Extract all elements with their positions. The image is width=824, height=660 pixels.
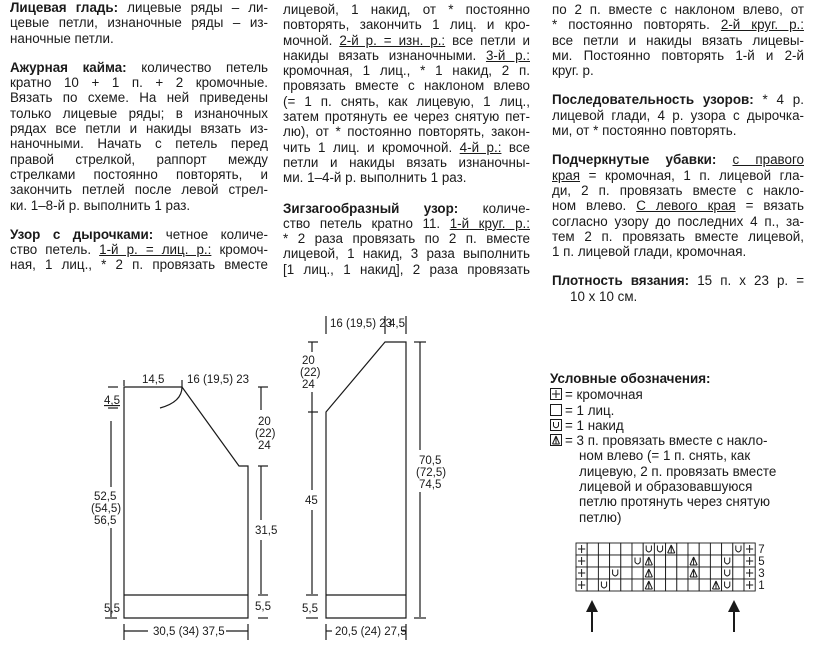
knit-cell	[632, 567, 643, 579]
yarn-over-icon	[550, 419, 562, 431]
k3tog-left-cell	[643, 579, 654, 591]
front-height-dim-3: 56,5	[94, 515, 117, 527]
front-side-dim: 31,5	[255, 525, 278, 537]
knit-cell	[666, 555, 677, 567]
sleeve-outline	[326, 342, 406, 618]
knit-cell	[632, 543, 643, 555]
front-schematic	[105, 380, 268, 640]
sleeve-top-b-dim: 4,5	[389, 318, 405, 330]
section-decreases: Подчеркнутые убавки: с правого края = кромочная, 1 п. лицевой гла- ди, 2 п. провязать вместе с накло- ном влево. С левого края = вязать согласно узору до последних 4 п., за- тем 2 п. провязать вместе лицевой, 1 п. лицевой глади, кромочная.	[552, 152, 804, 260]
yarn-over-cell	[643, 543, 654, 555]
knit-cell	[699, 543, 710, 555]
knit-cell	[654, 567, 665, 579]
edge-stitch-cell	[744, 555, 755, 567]
section-title: Ажурная кайма:	[10, 59, 127, 75]
knit-cell	[654, 579, 665, 591]
row-number-label: 3	[758, 568, 765, 580]
front-height-dim-2: (54,5)	[91, 503, 122, 515]
front-hem-dim-right: 5,5	[255, 601, 271, 613]
knit-cell	[598, 555, 609, 567]
sleeve-cap-dim-2: (22)	[300, 367, 321, 379]
yarn-over-cell	[722, 567, 733, 579]
knit-cell	[587, 543, 598, 555]
yarn-over-cell	[610, 567, 621, 579]
legend	[550, 371, 776, 525]
section-eyelet-cont: лицевой, 1 накид, от * постоянно повторять, закончить 1 лиц. и кро- мочной. 2-й р. = изн. р.: все петли и накиды вязать изнаночными. 3-й р.: кромочная, 1 лиц., * 1 накид, 2 п. провязать вместе с наклоном влево (= 1 п. снять, как лицевую, 1 лиц., затем протянуть ее через снятую пет- лю), от * постоянно повторять, закон- чить 1 лиц. и кромочной. 4-й р.: все петли и накиды вязать изнаночны- ми. 1–4-й р. выполнить 1 раз.	[283, 2, 530, 186]
knit-cell	[587, 579, 598, 591]
knit-cell	[677, 579, 688, 591]
knit-cell	[621, 579, 632, 591]
k3tog-left-cell	[710, 579, 721, 591]
sleeve-length-dim-3: 74,5	[419, 479, 442, 491]
lace-chart	[576, 543, 765, 592]
front-outline	[124, 387, 248, 618]
row-number-label: 7	[758, 544, 765, 556]
k3tog-left-cell	[688, 555, 699, 567]
sleeve-cap-dim-1: 20	[302, 355, 315, 367]
knit-cell	[722, 543, 733, 555]
knit-cell	[610, 579, 621, 591]
yarn-over-cell	[733, 543, 744, 555]
section-eyelet-pattern: Узор с дырочками: четное количе- ство петель. 1-й р. = лиц. р.: кромоч- ная, 1 лиц., * 2 п. провязать вместе	[10, 226, 268, 273]
front-armhole-dim-2: (22)	[255, 428, 276, 440]
section-lace-edge: Ажурная кайма: количество петель кратно 10 + 1 п. + 2 кромочные. Вязать по схеме. На ней приведены только лицевые ряды; в изнаночных рядах все петли и накиды вязать из- наночными. Начать с петель перед правой стрелкой, раппорт между стрелками постоянно повторять, и закончить петлей после левой стрел- ки. 1–8-й р. выполнить 1 раз.	[10, 59, 268, 213]
knit-cell	[666, 567, 677, 579]
sleeve-underarm-dim: 45	[305, 495, 318, 507]
knit-cell	[688, 543, 699, 555]
legend-item-edge: = кромочная	[550, 387, 776, 402]
yarn-over-cell	[722, 555, 733, 567]
yarn-over-cell	[654, 543, 665, 555]
knit-cell	[699, 567, 710, 579]
front-neck-width-dim: 16 (19,5) 23	[187, 374, 250, 386]
row-number-label: 1	[758, 580, 765, 592]
edge-stitch-icon	[550, 388, 562, 400]
knit-cell	[654, 555, 665, 567]
knit-cell	[610, 543, 621, 555]
row-number-label: 5	[758, 556, 765, 568]
section-gauge: Плотность вязания: 15 п. х 23 р. = 10 х 10 см.	[552, 273, 805, 304]
knit-cell	[598, 543, 609, 555]
legend-title: Условные обозначения:	[550, 371, 711, 386]
edge-stitch-cell	[576, 555, 587, 567]
knit-cell	[710, 543, 721, 555]
knit-cell	[688, 579, 699, 591]
yarn-over-cell	[632, 555, 643, 567]
legend-item-yarnover: = 1 накид	[550, 418, 776, 433]
knit-cell	[677, 567, 688, 579]
k3tog-left-cell	[666, 543, 677, 555]
front-neck-depth-dim: 4,5	[104, 395, 120, 407]
sleeve-width-dim: 20,5 (24) 27,5	[335, 626, 407, 638]
k3tog-left-icon	[550, 434, 562, 446]
knit-cell	[621, 543, 632, 555]
knit-cell	[677, 543, 688, 555]
section-title: Зигзагообразный узор:	[283, 200, 459, 216]
section-title: Лицевая гладь:	[10, 0, 119, 15]
knit-cell	[710, 555, 721, 567]
k3tog-left-cell	[643, 567, 654, 579]
knit-cell	[587, 555, 598, 567]
yarn-over-cell	[598, 579, 609, 591]
edge-stitch-cell	[576, 543, 587, 555]
front-height-dim-1: 52,5	[94, 491, 117, 503]
knit-cell	[733, 579, 744, 591]
section-zigzag-pattern: Зигзагообразный узор: количе- ство петель кратно 11. 1-й круг. р.: * 2 раза провязать по 2 п. вместе лицевой, 1 накид, 3 раза выполнить [1 лиц., 1 накид], 2 раза провязать	[283, 200, 530, 277]
repeat-arrow-left	[586, 600, 598, 632]
section-zigzag-cont: по 2 п. вместе с наклоном влево, от * постоянно повторять. 2-й круг. р.: все петли и накиды вязать лицевы- ми. Постоянно повторять 1-й и 2-й круг. р.	[552, 2, 804, 79]
repeat-arrow-right	[728, 600, 740, 632]
knit-cell	[632, 579, 643, 591]
front-armhole-dim-3: 24	[258, 440, 271, 452]
edge-stitch-cell	[576, 567, 587, 579]
knit-cell	[587, 567, 598, 579]
sleeve-cap-dim-3: 24	[302, 379, 315, 391]
legend-item-knit: = 1 лиц.	[550, 403, 776, 418]
knit-cell	[598, 567, 609, 579]
front-hem-dim-left: 5,5	[104, 603, 120, 615]
knit-cell	[710, 567, 721, 579]
section-pattern-sequence: Последовательность узоров: * 4 р. лицевой глади, 4 р. узора с дырочка- ми, от * постоянно повторять.	[552, 92, 804, 139]
section-title: Плотность вязания:	[552, 273, 690, 289]
sleeve-hem-dim: 5,5	[302, 603, 318, 615]
knit-stitch-icon	[550, 404, 562, 416]
yarn-over-cell	[722, 579, 733, 591]
front-width-dim: 30,5 (34) 37,5	[153, 626, 225, 638]
section-title: Последовательность узоров:	[552, 92, 754, 108]
front-shoulder-dim: 14,5	[142, 374, 165, 386]
repeat-arrows	[586, 600, 740, 632]
sleeve-length-dim-2: (72,5)	[416, 467, 447, 479]
section-stockinette: Лицевая гладь: лицевые ряды – ли- цевые петли, изнаночные ряды – из- наночные петли.	[10, 0, 268, 46]
k3tog-left-cell	[643, 555, 654, 567]
sleeve-top-dim: 16 (19,5) 23	[330, 318, 393, 330]
knit-cell	[733, 555, 744, 567]
knit-cell	[666, 579, 677, 591]
edge-stitch-cell	[744, 567, 755, 579]
edge-stitch-cell	[744, 579, 755, 591]
sleeve-schematic	[306, 316, 426, 640]
knit-cell	[610, 555, 621, 567]
knit-cell	[699, 555, 710, 567]
knit-cell	[621, 567, 632, 579]
knit-cell	[733, 567, 744, 579]
edge-stitch-cell	[576, 579, 587, 591]
sleeve-length-dim-1: 70,5	[419, 455, 442, 467]
section-title: Подчеркнутые убавки:	[552, 152, 717, 168]
knit-cell	[699, 579, 710, 591]
front-armhole-dim-1: 20	[258, 416, 271, 428]
knit-cell	[677, 555, 688, 567]
section-title: Узор с дырочками:	[10, 226, 154, 242]
k3tog-left-cell	[688, 567, 699, 579]
knit-cell	[621, 555, 632, 567]
edge-stitch-cell	[744, 543, 755, 555]
legend-item-k3tog: = 3 п. провязать вместе с накло- ном влево (= 1 п. снять, как лицевую, 2 п. провязать вместе лицевой и образовавшуюся петлю протянуть через снятую петлю)	[550, 433, 776, 525]
